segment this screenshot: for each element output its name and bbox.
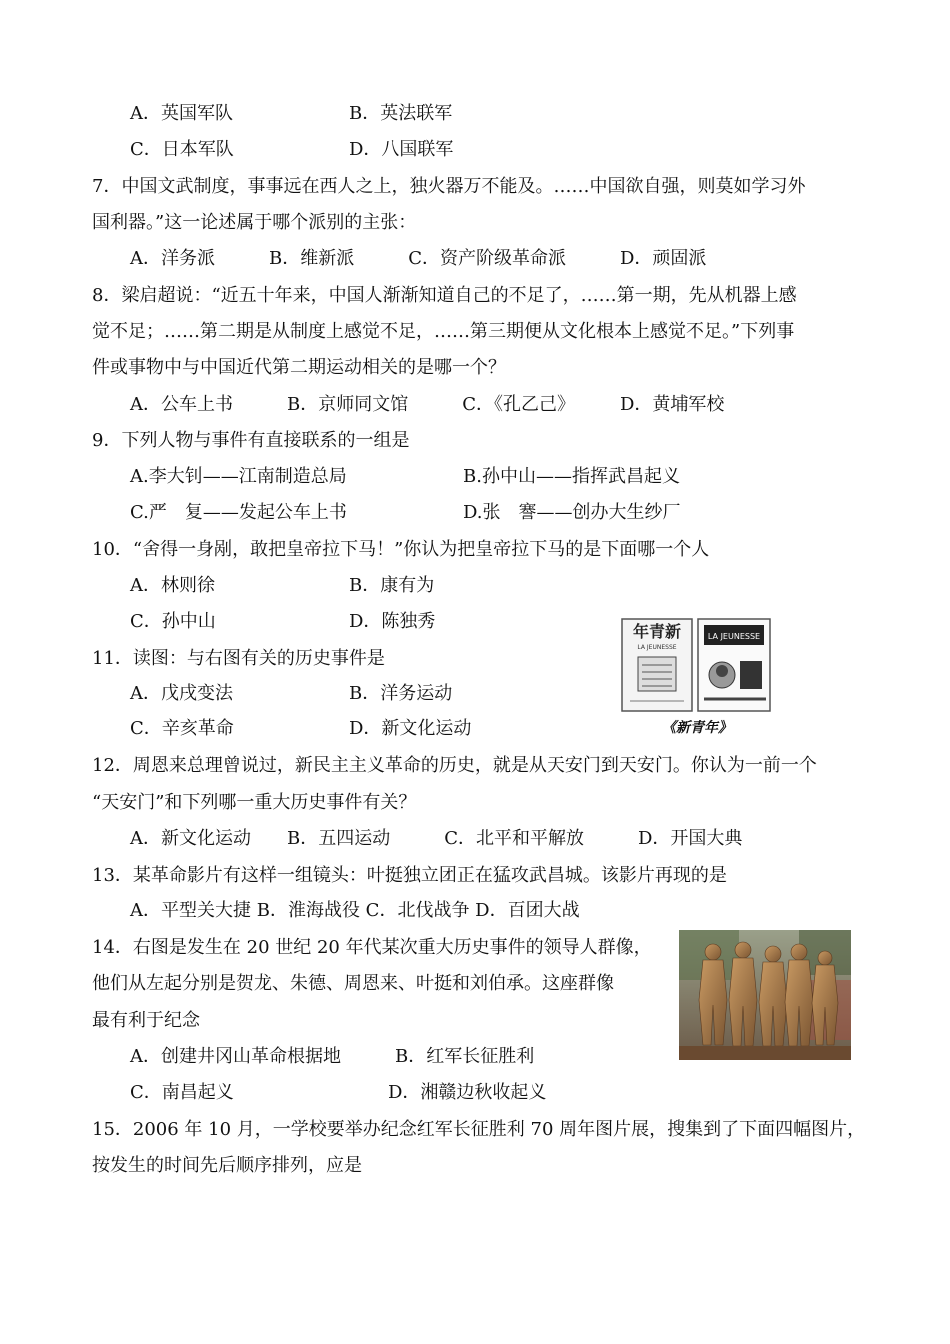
option-a: A．林则徐 <box>130 575 215 596</box>
option-c: C.严 复——发起公车上书 <box>130 502 347 523</box>
question-14: 14．右图是发生在 20 世纪 20 年代某次重大历史事件的领导人群像， <box>92 937 652 958</box>
option-b: B．康有为 <box>349 575 435 596</box>
option-a: A．戊戌变法 <box>130 683 233 704</box>
question-14-options-ab: A．创建井冈山革命根据地 B．红军长征胜利 <box>130 1046 535 1067</box>
question-7-options: A．洋务派 B．维新派 C．资产阶级革命派 D．顽固派 <box>130 248 707 269</box>
option-d: D．陈独秀 <box>349 611 436 632</box>
question-14-cont2: 最有利于纪念 <box>92 1010 200 1031</box>
question-12-cont: “天安门”和下列哪一重大历史事件有关？ <box>92 792 417 813</box>
option-b: B．英法联军 <box>349 103 453 124</box>
question-13: 13．某革命影片有这样一组镜头：叶挺独立团正在猛攻武昌城。该影片再现的是 <box>92 865 727 886</box>
option-d: D．八国联军 <box>349 139 454 160</box>
option-c: C．辛亥革命 <box>130 718 234 739</box>
option-a: A．英国军队 <box>130 103 233 124</box>
figure-caption: 《新青年》 <box>662 720 732 736</box>
option-c: C．南昌起义 <box>130 1082 234 1103</box>
option-a: A.李大钊——江南制造总局 <box>130 466 347 487</box>
question-12: 12．周恩来总理曾说过，新民主主义革命的历史，就是从天安门到天安门。你认为一前一个 <box>92 755 817 776</box>
question-12-options: A．新文化运动 B．五四运动 C．北平和平解放 D．开国大典 <box>130 828 743 849</box>
question-11: 11．读图：与右图有关的历史事件是 <box>92 648 385 669</box>
magazine-subtitle-2: LA JEUNESSE <box>707 632 761 641</box>
question-8: 8．梁启超说：“近五十年来，中国人渐渐知道自己的不足了，……第一期，先从机器上感 <box>92 285 797 306</box>
question-13-options: A．平型关大捷 B．淮海战役 C．北伐战争 D．百团大战 <box>130 900 580 921</box>
option-d: D．新文化运动 <box>349 718 472 739</box>
magazine-title: 年青新 <box>632 622 682 641</box>
magazine-subtitle: LA JEUNESSE <box>637 644 677 651</box>
option-d: D.张 謇——创办大生纱厂 <box>463 502 681 523</box>
option-b: B.孙中山——指挥武昌起义 <box>463 466 680 487</box>
question-15: 15．2006 年 10 月，一学校要举办纪念红军长征胜利 70 周年图片展，搜集到了下面四幅图片， <box>92 1119 866 1140</box>
option-c: C．孙中山 <box>130 611 216 632</box>
question-8-options: A．公车上书 B．京师同文馆 C．《孔乙己》 D．黄埔军校 <box>130 394 725 415</box>
question-14-cont: 他们从左起分别是贺龙、朱德、周恩来、叶挺和刘伯承。这座群像 <box>92 973 614 994</box>
question-10: 10．“舍得一身剐，敢把皇帝拉下马！”你认为把皇帝拉下马的是下面哪一个人 <box>92 539 710 560</box>
question-8-cont: 觉不足；……第二期是从制度上感觉不足，……第三期便从文化根本上感觉不足。”下列事 <box>92 321 795 342</box>
option-b: B．洋务运动 <box>349 683 453 704</box>
question-7-cont: 国利器。”这一论述属于哪个派别的主张： <box>92 212 417 233</box>
leaders-statue-image <box>679 930 851 1060</box>
question-7: 7．中国文武制度，事事远在西人之上，独火器万不能及。……中国欲自强，则莫如学习外 <box>92 176 806 197</box>
option-c: C．日本军队 <box>130 139 234 160</box>
question-8-cont2: 件或事物中与中国近代第二期运动相关的是哪一个？ <box>92 357 506 378</box>
question-9: 9．下列人物与事件有直接联系的一组是 <box>92 430 410 451</box>
new-youth-magazine-image <box>620 617 774 713</box>
option-d: D．湘赣边秋收起义 <box>388 1082 547 1103</box>
question-15-cont: 按发生的时间先后顺序排列，应是 <box>92 1155 362 1176</box>
